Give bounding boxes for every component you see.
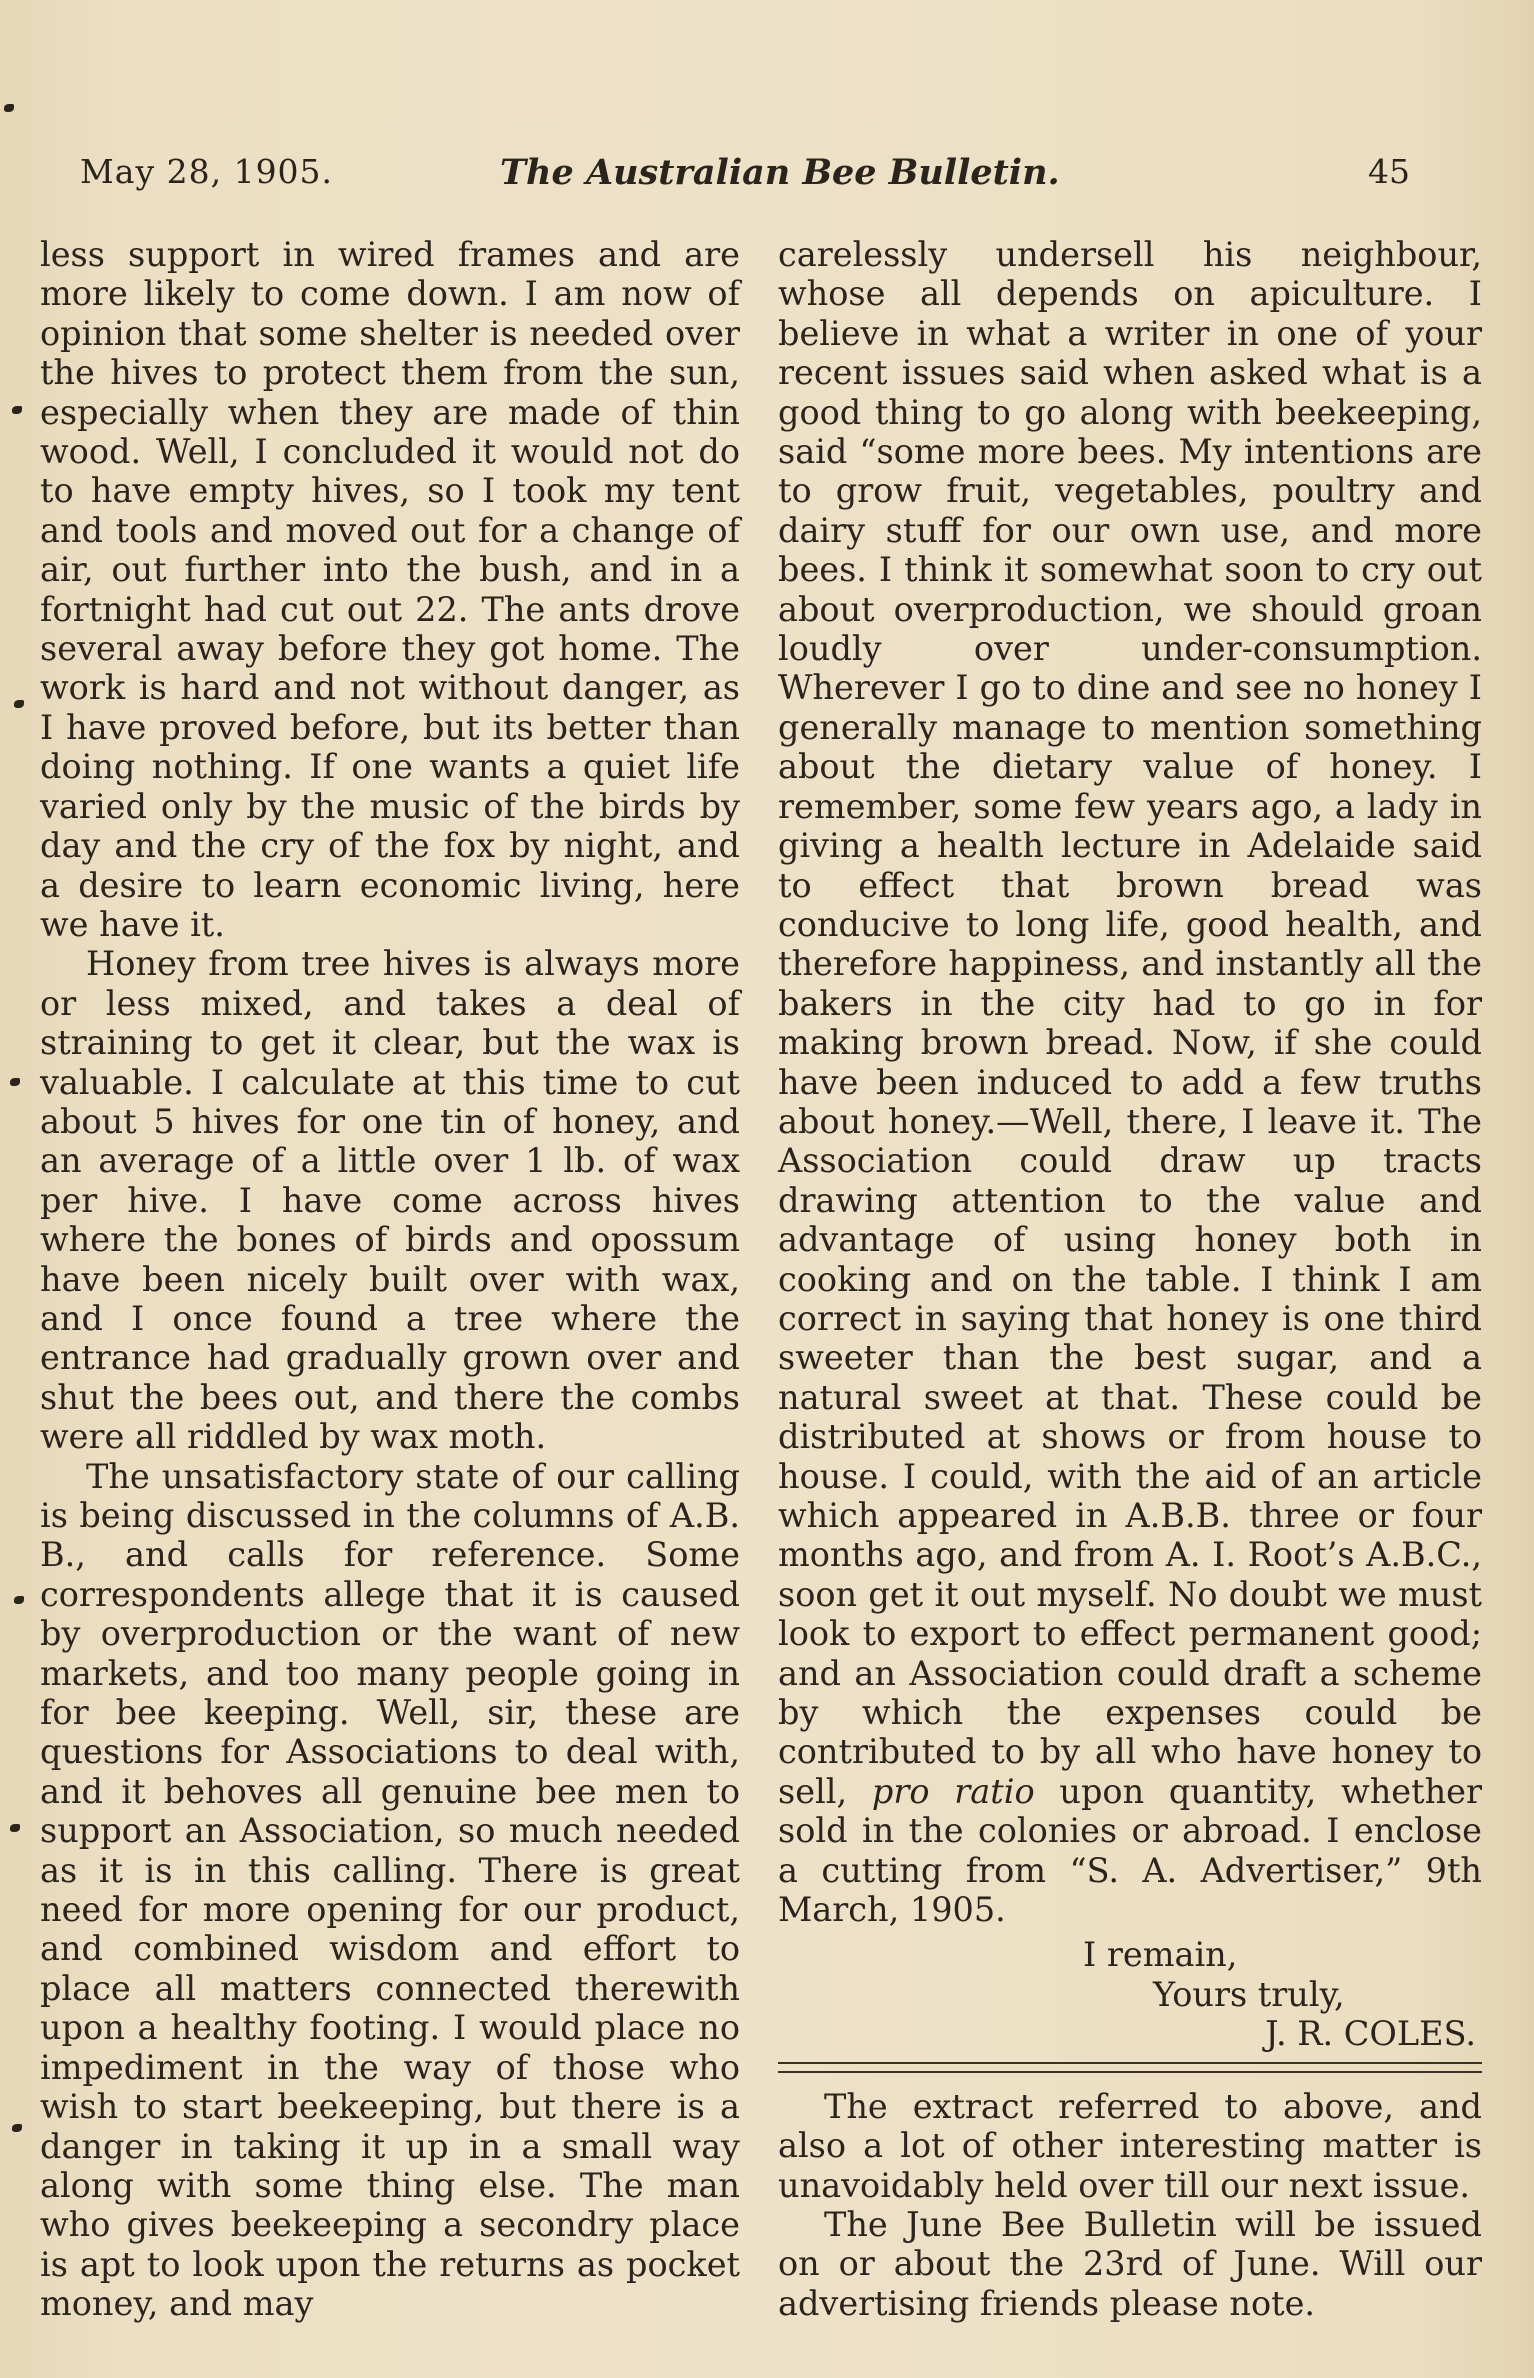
letter-closing	[778, 1935, 1482, 2053]
paragraph: less support in wired frames and are more likely to come down. I am now of opinion that some shelter is needed over the hives to protect them from the sun, especially when they are made of thin wood. Well, I concluded it would not do to have empty hives, so I took my tent and tools and moved out for a change of air, out further into the bush, and in a fortnight had cut out 22. The ants drove several away before they got home. The work is hard and not without danger, as I have proved before, but its better than doing nothing. If one wants a quiet life varied only by the music of the birds by day and the cry of the fox by night, and a desire to learn economic living, here we have it.	[40, 235, 740, 944]
page-header	[80, 152, 1410, 212]
margin-mark	[14, 1596, 24, 1604]
margin-mark	[12, 2124, 22, 2132]
margin-mark	[14, 700, 24, 708]
letter-text: carelessly undersell his neighbour, whose all depends on apiculture. I believe in what a writer in one of your recent issues said when asked what is a good thing to go along with beekeeping, said “some more bees. My intentions are to grow fruit, vegetables, poultry and dairy stuff for our own use, and more bees. I think it somewhat soon to cry out about overproduction, we should groan loudly over under-consumption. Wherever I go to dine and see no honey I generally manage to mention something about the dietary value of honey. I remember, some few years ago, a lady in giving a health lecture in Adelaide said to effect that brown bread was conducive to long life, good health, and therefore happiness, and instantly all the bakers in the city had to go in for making brown bread. Now, if she could have been induced to add a few truths about honey.—Well, there, I leave it. The Association could draw up tracts drawing attention to the value and advantage of using honey both in cooking and on the table. I think I am correct in saying that honey is one third sweeter than the best sugar, and a natural sweet at that. These could be distributed at shows or from house to house. I could, with the aid of an article which appeared in A.B.B. three or four months ago, and from A. I. Root’s A.B.C., soon get it out myself. No doubt we must look to export to effect permanent good; and an Association could draft a scheme by which the expenses could be contributed to by all who have honey to sell,	[778, 235, 1482, 1811]
letter-text-tail: upon quantity, whether sold in the colonies or abroad. I enclose a cutting from “S. A. Advertiser,” 9th March, 1905.	[778, 1771, 1482, 1930]
margin-mark	[4, 104, 14, 112]
letter-body	[778, 235, 1482, 1929]
closing-line: Yours truly,	[1153, 1974, 1345, 2014]
editor-note: The June Bee Bulletin will be issued on or about the 23rd of June. Will our advertising friends please note.	[778, 2204, 1482, 2323]
margin-mark	[10, 1824, 20, 1832]
paragraph: The unsatisfactory state of our calling is being discussed in the columns of A.B. B., and calls for reference. Some correspondents allege that it is caused by overproduction or the want of new markets, and too many people going in for bee keeping. Well, sir, these are questions for Associations to deal with, and it behoves all genuine bee men to support an Association, so much needed as it is in this calling. There is great need for more opening for our product, and combined wisdom and effort to place all matters connected therewith upon a healthy footing. I would place no impediment in the way of those who wish to start beekeeping, but there is a danger in taking it up in a small way along with some thing else. The man who gives beekeeping a secondry place is apt to look upon the returns as pocket money, and may	[40, 1456, 740, 2324]
double-rule-divider	[778, 2062, 1482, 2073]
left-column	[40, 235, 740, 2324]
editor-note: The extract referred to above, and also a lot of other interesting matter is unavoidably held over till our next issue.	[778, 2086, 1482, 2205]
right-column	[778, 235, 1482, 2323]
issue-date: May 28, 1905.	[80, 152, 334, 191]
margin-mark	[12, 406, 22, 414]
signature: J. R. COLES.	[1265, 2014, 1476, 2054]
closing-line: I remain,	[1083, 1935, 1238, 1975]
page-number: 45	[1368, 152, 1410, 191]
margin-mark	[10, 1078, 20, 1086]
journal-title: The Australian Bee Bulletin.	[500, 152, 1060, 193]
paragraph: Honey from tree hives is always more or less mixed, and takes a deal of straining to get it clear, but the wax is valuable. I calculate at this time to cut about 5 hives for one tin of honey, and an average of a little over 1 lb. of wax per hive. I have come across hives where the bones of birds and opossum have been nicely built over with wax, and I once found a tree where the entrance had gradually grown over and shut the bees out, and there the combs were all riddled by wax moth.	[40, 944, 740, 1457]
latin-phrase: pro ratio	[871, 1771, 1035, 1811]
